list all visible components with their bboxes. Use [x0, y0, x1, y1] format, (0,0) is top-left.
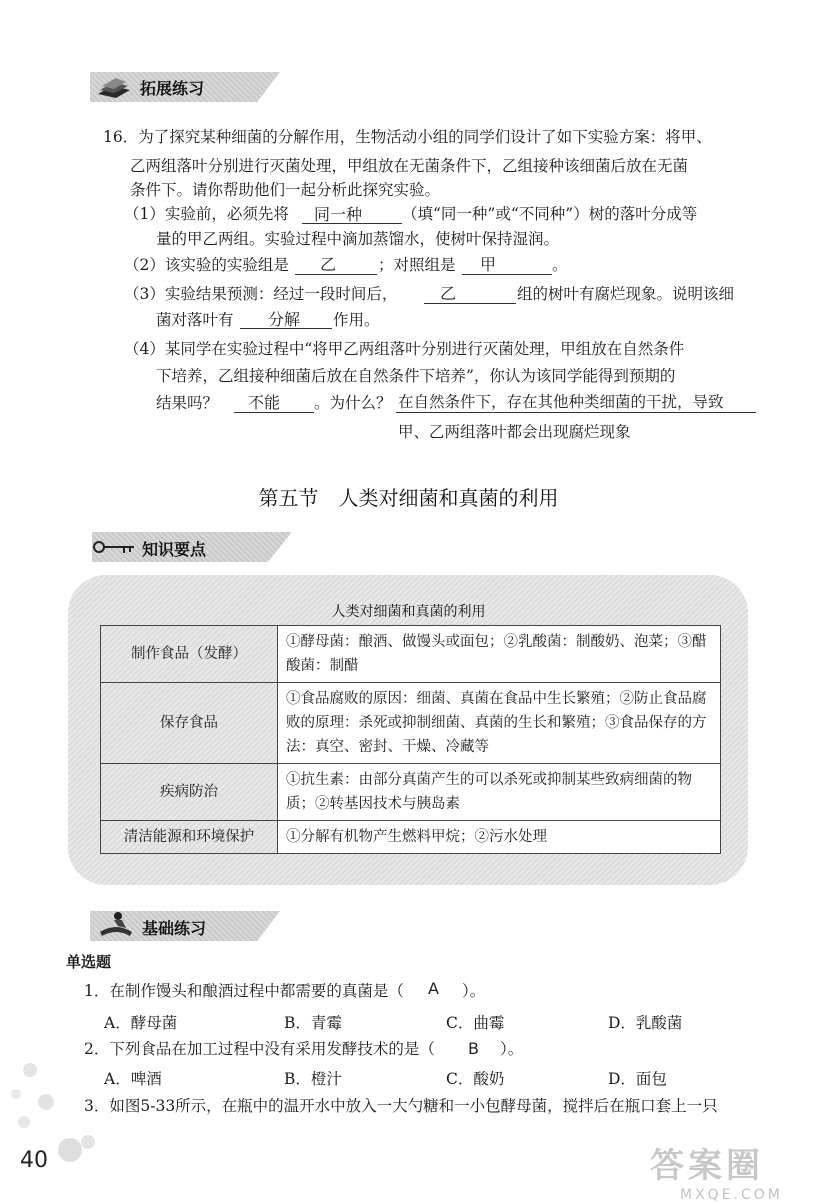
q16-line-3: 条件下。请你帮助他们一起分析此探究实验。 [130, 181, 441, 199]
q1-option-a: A．酵母菌 [104, 1014, 178, 1032]
table-cell-key: 制作食品（发酵） [101, 626, 278, 683]
table-cell-key: 清洁能源和环境保护 [101, 821, 278, 854]
question-type-label: 单选题 [66, 953, 112, 971]
section-heading: 第五节 人类对细菌和真菌的利用 [258, 486, 559, 510]
book-icon [96, 74, 132, 100]
q16-p4-text-b: 下培养，乙组接种细菌后放在自然条件下培养”，你认为该同学能得到预期的 [156, 367, 676, 385]
q1-stem-b: ）。 [462, 982, 486, 1000]
table-cell-key: 疾病防治 [101, 764, 278, 821]
section-title-basic: 基础练习 [142, 919, 207, 938]
q1-option-b: B．青霉 [284, 1014, 342, 1032]
q16-line-1: 16．为了探究某种细菌的分解作用，生物活动小组的同学们设计了如下实验方案：将甲、 [103, 128, 712, 146]
table-cell-value: ①酵母菌：酿酒、做馒头或面包；②乳酸菌：制酸奶、泡菜；③醋酸菌：制醋 [278, 626, 721, 683]
q1-stem-a: 1．在制作馒头和酿酒过程中都需要的真菌是（ [84, 982, 404, 1000]
watermark-line-1: 答案圈 [650, 1146, 764, 1186]
q2-answer: B [468, 1039, 479, 1058]
q16-p1-text-a: （1）实验前，必须先将 [124, 205, 289, 223]
q16-p3-answer-line [424, 303, 516, 304]
q1-option-d: D．乳酸菌 [608, 1014, 683, 1032]
q16-p2-text-a: （2）该实验的实验组是 [124, 256, 289, 274]
q16-p3-text-d: 作用。 [333, 311, 380, 329]
runner-icon [96, 910, 136, 940]
q16-p3-text-b: 组的树叶有腐烂现象。说明该细 [517, 285, 735, 303]
q16-p2-answer-1-line [295, 274, 377, 275]
q16-p1-text-c: 量的甲乙两组。实验过程中滴加蒸馏水，使树叶保持湿润。 [156, 230, 560, 248]
q2-option-b: B．橙汁 [284, 1070, 342, 1088]
knowledge-table [100, 625, 721, 854]
q1-option-c: C．曲霉 [446, 1014, 505, 1032]
section-title-extension: 拓展练习 [140, 79, 205, 98]
q16-p4-text-d: 。为什么？ [314, 394, 392, 412]
q16-p4-answer: 不能 [248, 393, 281, 412]
q16-p3-text-c: 菌对落叶有 [156, 311, 234, 329]
q16-p2-answer-1: 乙 [320, 255, 337, 274]
q2-option-d: D．面包 [608, 1070, 667, 1088]
q16-p2-answer-2: 甲 [480, 255, 497, 274]
q16-p3-answer: 乙 [440, 284, 457, 303]
q16-p2-text-c: 。 [552, 256, 568, 274]
table-cell-value: ①分解有机物产生燃料甲烷；②污水处理 [278, 821, 721, 854]
q16-p1-text-b: （填“同一种”或“不同种”）树的落叶分成等 [402, 205, 698, 223]
q16-p4-text-c: 结果吗？ [156, 394, 219, 412]
table-cell-value: ①抗生素：由部分真菌产生的可以杀死或抑制某些致病细菌的物质；②转基因技术与胰岛素 [278, 764, 721, 821]
table-cell-key: 保存食品 [101, 683, 278, 764]
q16-p2-text-b: ；对照组是 [378, 256, 456, 274]
q16-p3-answer-2: 分解 [268, 310, 301, 329]
decorative-dots [0, 1050, 110, 1170]
q1-answer: A [428, 979, 439, 998]
q3-stem: 3．如图5-33所示，在瓶中的温开水中放入一大勺糖和一小包酵母菌，搅拌后在瓶口套上一只 [84, 1097, 718, 1115]
q16-p1-answer: 同一种 [314, 205, 363, 224]
section-title-knowledge: 知识要点 [142, 540, 207, 559]
q16-p3-text-a: （3）实验结果预测：经过一段时间后， [124, 285, 398, 303]
key-icon [92, 538, 136, 556]
q16-p4-answer-2a-line [396, 412, 756, 413]
watermark-logo [650, 1138, 783, 1203]
page-number: 40 [20, 1148, 48, 1173]
q16-p4-text-a: （4）某同学在实验过程中“将甲乙两组落叶分别进行灭菌处理，甲组放在自然条件 [124, 340, 685, 358]
q16-p1-answer-line [302, 223, 402, 224]
table-row [101, 764, 721, 821]
q16-p4-answer-2b: 甲、乙两组落叶都会出现腐烂现象 [398, 423, 631, 441]
table-row [101, 626, 721, 683]
table-cell-value: ①食品腐败的原因：细菌、真菌在食品中生长繁殖；②防止食品腐败的原理：杀死或抑制细菌、真菌的生长和繁殖；③食品保存的方法：真空、密封、干燥、冷藏等 [278, 683, 721, 764]
q2-option-a: A．啤酒 [104, 1070, 162, 1088]
knowledge-table-caption: 人类对细菌和真菌的利用 [331, 604, 486, 620]
table-row [101, 683, 721, 764]
watermark-line-2: MXQE.COM [680, 1187, 783, 1203]
q2-stem-a: 2．下列食品在加工过程中没有采用发酵技术的是（ [84, 1040, 435, 1058]
q16-p4-answer-2a: 在自然条件下，存在其他种类细菌的干扰，导致 [398, 393, 724, 411]
q2-stem-b: ）。 [500, 1040, 524, 1058]
q16-p4-answer-line [234, 412, 314, 413]
q16-line-2: 乙两组落叶分别进行灭菌处理，甲组放在无菌条件下，乙组接种该细菌后放在无菌 [130, 157, 689, 175]
q16-p3-answer-2-line [240, 328, 332, 329]
q16-p2-answer-2-line [462, 274, 552, 275]
q2-option-c: C．酸奶 [446, 1070, 505, 1088]
table-row [101, 821, 721, 854]
